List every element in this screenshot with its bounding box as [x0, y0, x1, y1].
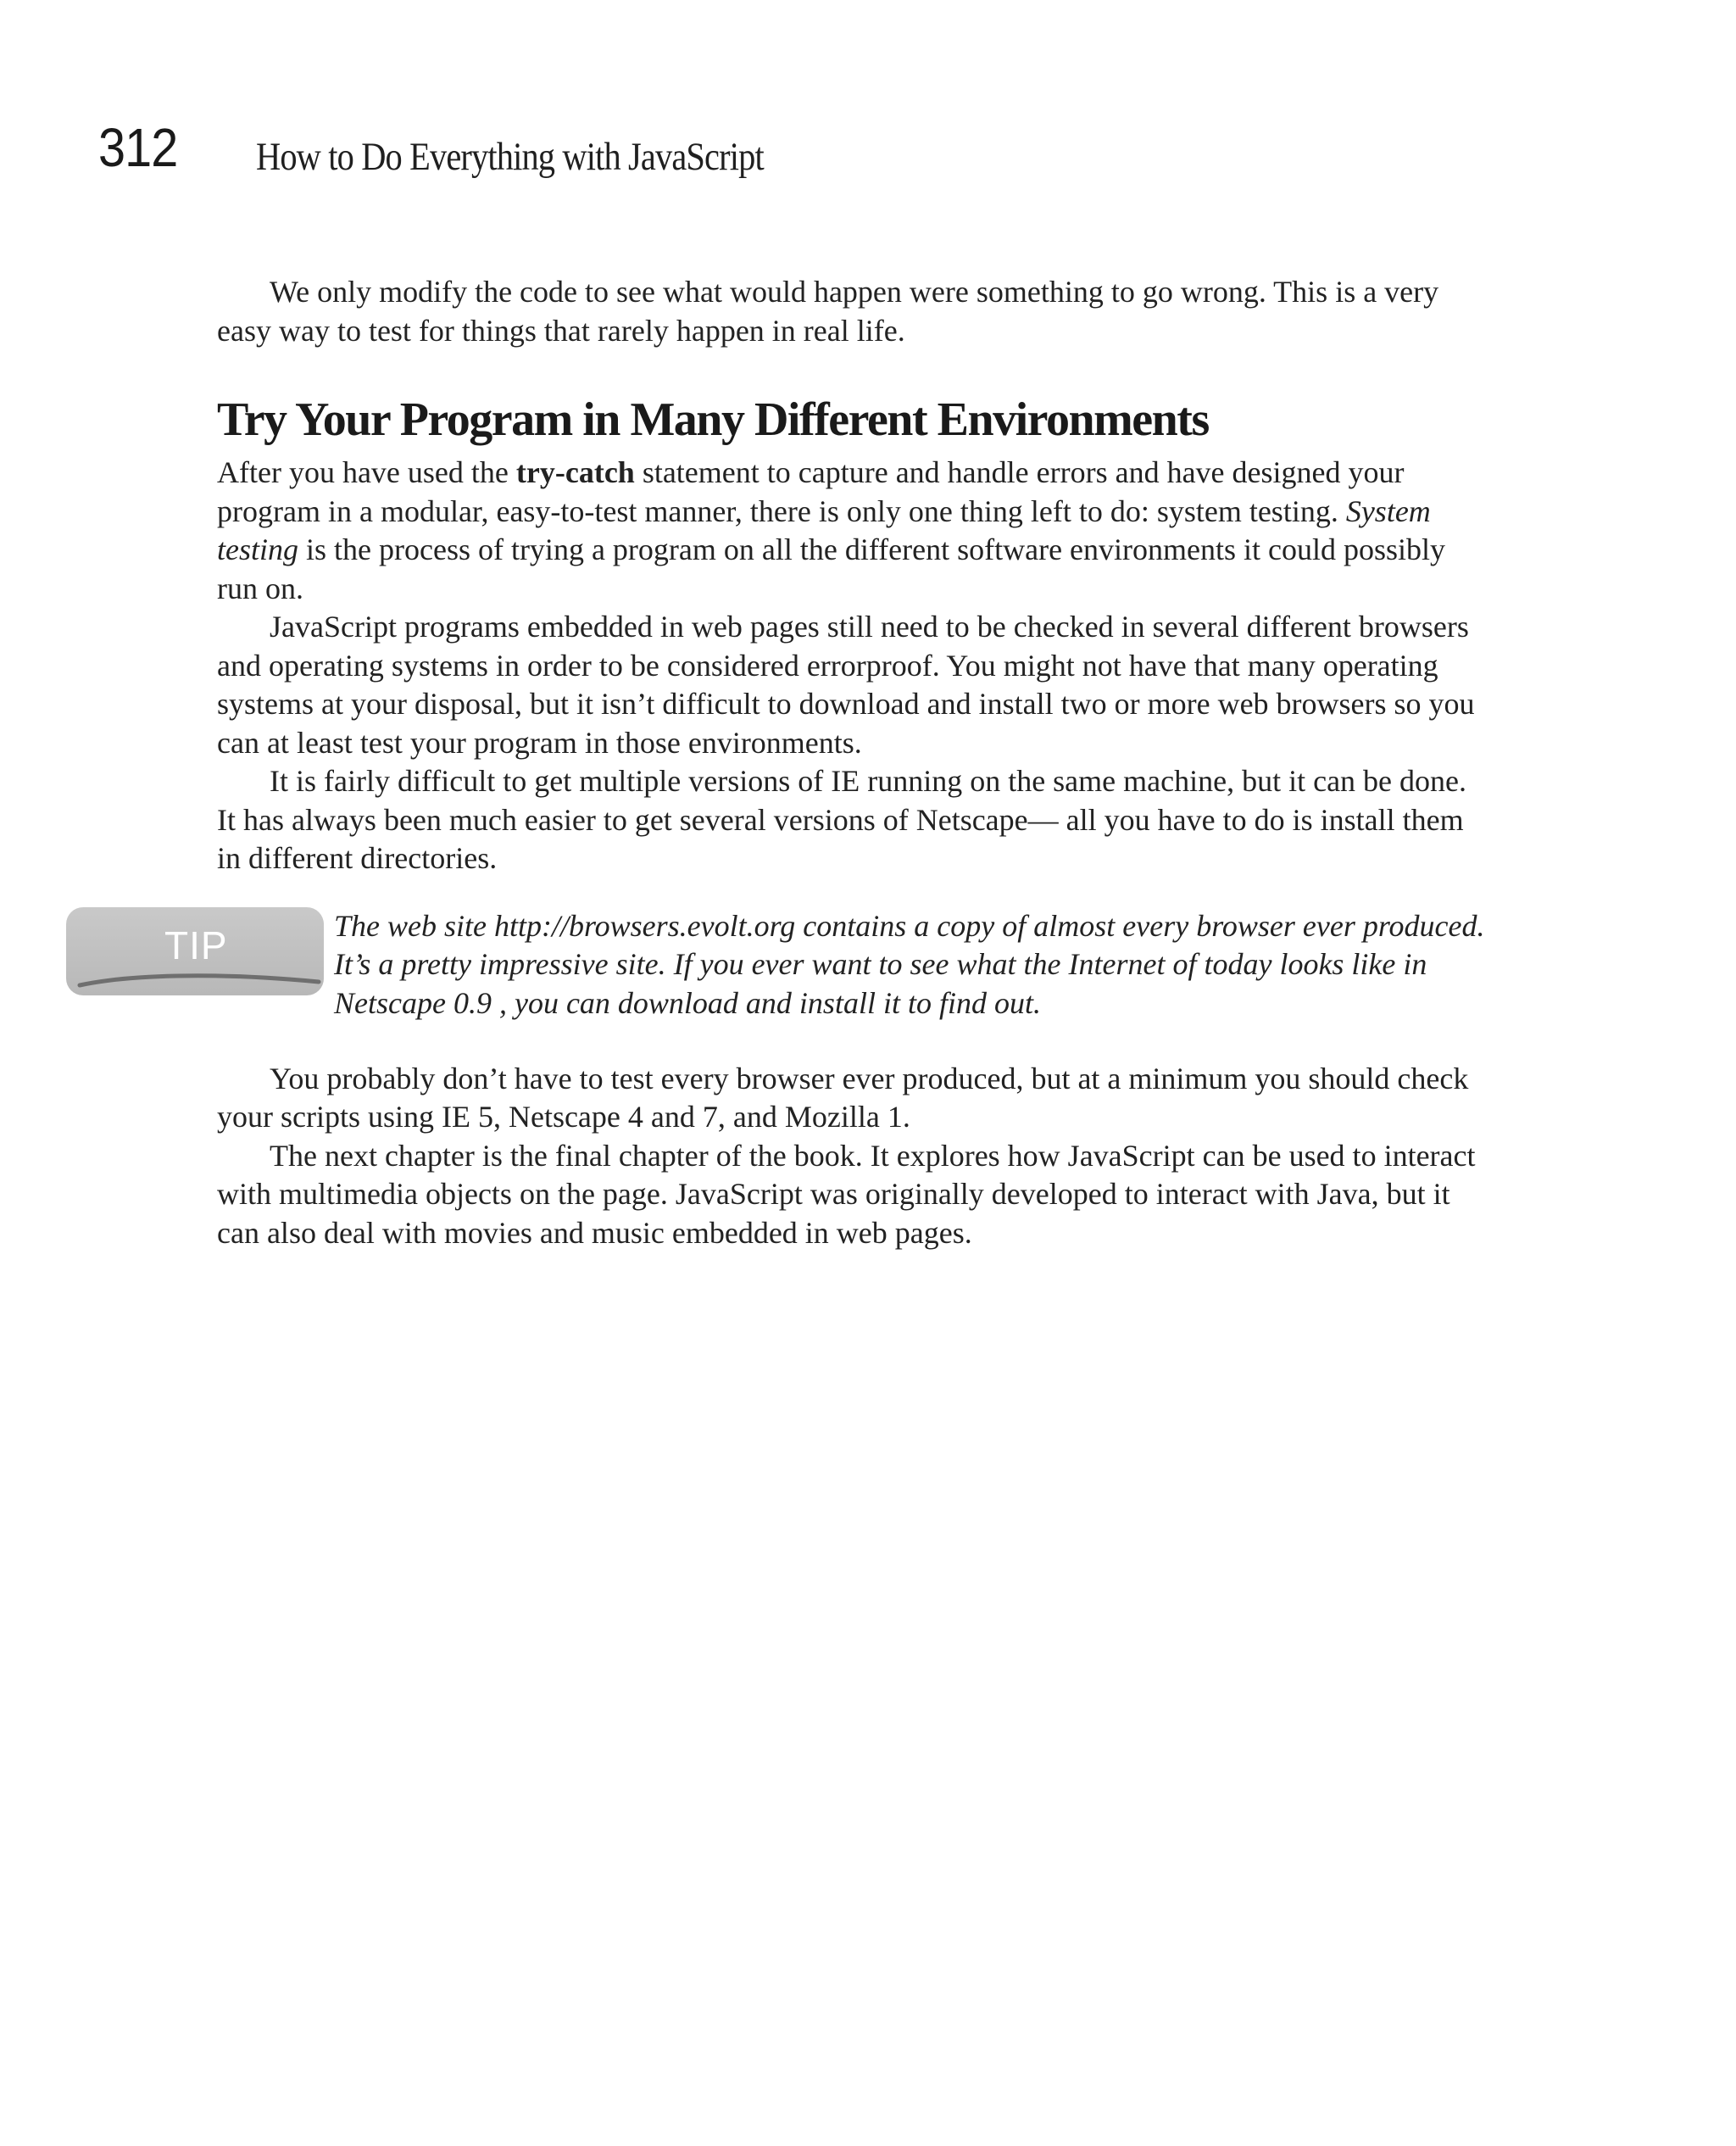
section-paragraph-3: It is fairly difficult to get multiple versions of IE running on the same machine, but it can be done. It has always been much easier to get several versions of Netscape— all you have to do is install them in different directories. — [217, 764, 1466, 875]
tip-label: TIP — [164, 923, 228, 967]
section-heading: Try Your Program in Many Different Environments — [217, 393, 1209, 446]
text-run: After you have used the — [217, 455, 516, 489]
text-run: is the process of trying a program on all the different software environments it could possibly run on. — [217, 532, 1446, 605]
page-body — [164, 273, 1488, 1252]
closing-paragraph-2: The next chapter is the final chapter of the book. It explores how JavaScript can be used to interact with multimedia objects on the page. JavaScript was originally developed to interact with Java, but it can also deal with movies and music embedded in web pages. — [217, 1138, 1476, 1250]
swoosh-icon — [76, 967, 322, 992]
text-run: statement to capture and handle errors and have designed your program in a modular, easy-to-test manner, there is only one thing left to do: system testing. — [217, 455, 1405, 528]
emphasized-term: System testing — [217, 493, 1431, 566]
section-paragraph-1 — [217, 454, 1488, 608]
tip-callout — [164, 907, 1488, 1026]
closing-paragraph-1: You probably don’t have to test every browser ever produced, but at a minimum you should check your scripts using IE 5, Netscape 4 and 7, and Mozilla 1. — [217, 1061, 1469, 1134]
code-term-try-catch: try-catch — [515, 455, 635, 489]
intro-paragraph: We only modify the code to see what would happen were something to go wrong. This is a very easy way to test for things that rarely happen in real life. — [217, 275, 1439, 348]
book-title: How to Do Everything with JavaScript — [256, 135, 764, 179]
page-number: 312 — [98, 117, 178, 178]
tip-badge — [66, 907, 324, 995]
section-paragraph-2: JavaScript programs embedded in web pages still need to be checked in several different browsers and operating systems in order to be considered errorproof. You might not have that many operating systems at your disposal, but it isn’t difficult to download and install two or more web browsers so you can at least test your program in those environments. — [217, 610, 1475, 760]
tip-text: The web site http://browsers.evolt.org contains a copy of almost every browser ever produced. It’s a pretty impressive site. If you ever want to see what the Internet of today looks like in Netscape 0.9 , you can download and install it to find out. — [334, 908, 1485, 1020]
